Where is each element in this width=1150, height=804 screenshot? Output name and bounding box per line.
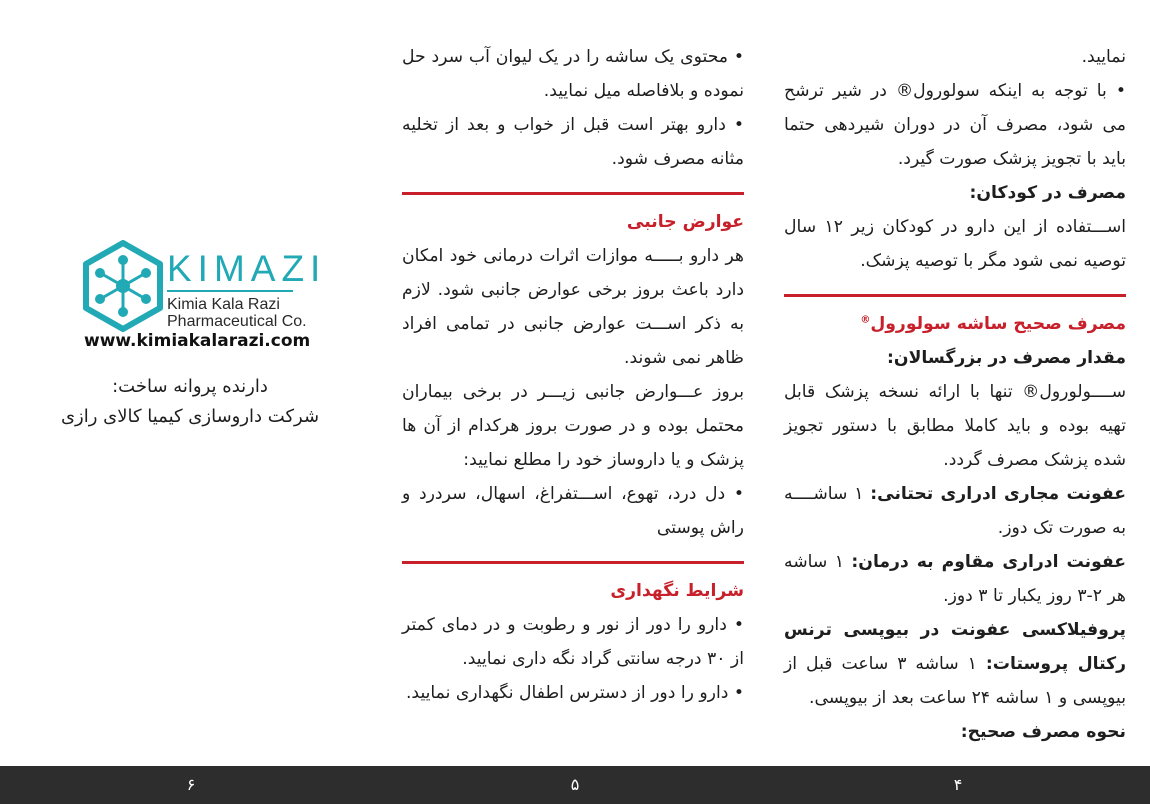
side-effects-text-2: بروز عـــوارض جانبی زیـــر در برخی بیماران محتمل بوده و در صورت بروز هرکدام از آن ها پزشک و یا داروساز خود را مطلع نمایید: bbox=[402, 382, 744, 470]
side-effects-heading: عوارض جانبی bbox=[626, 212, 744, 232]
uti-text: ۱ ساشــــه به صورت تک دوز. bbox=[784, 484, 1126, 538]
license-company: شرکت داروسازی کیمیا کالای رازی bbox=[60, 406, 320, 427]
resistant-text: ۱ ساشه هر ۲-۳ روز یکبار تا ۳ دوز. bbox=[784, 552, 1126, 606]
storage-item-1: • دارو را دور از نور و رطوبت و در دمای کمتر از ۳۰ درجه سانتی گراد نگه داری نمایید. bbox=[402, 615, 744, 669]
continued-text: نمایید. bbox=[1081, 47, 1126, 67]
license-label: دارنده پروانه ساخت: bbox=[112, 376, 268, 397]
bedtime-bullet: • دارو بهتر است قبل از خواب و بعد از تخلیه مثانه مصرف شود. bbox=[402, 115, 744, 169]
section-divider bbox=[402, 561, 744, 564]
uti-title: عفونت مجاری ادراری تحتانی: bbox=[870, 484, 1126, 504]
page-number-4: ۴ bbox=[953, 775, 963, 794]
logo-underline bbox=[167, 290, 293, 292]
method-title: نحوه مصرف صحیح: bbox=[960, 722, 1126, 742]
side-effects-text-1: هر دارو بـــــه موازات اثرات درمانی خود امکان دارد باعث بروز برخی عوارض جانبی شود. لازم به ذکر اســـت عوارض جانبی در تمامی افراد ظاهر نمی شوند. bbox=[402, 246, 744, 368]
storage-heading: شرایط نگهداری bbox=[610, 581, 744, 601]
logo-brand: KIMAZI bbox=[167, 248, 327, 289]
adult-dosage-text: ســــولورول® تنها با ارائه نسخه پزشک قابل تهیه بوده و باید کاملا مطابق با دستور تجویز شده پزشک مصرف گردد. bbox=[784, 382, 1126, 470]
page-number-5: ۵ bbox=[570, 775, 580, 794]
license-holder bbox=[40, 372, 340, 432]
adult-dosage-title: مقدار مصرف در بزرگسالان: bbox=[887, 348, 1126, 368]
resistant-title: عفونت ادراری مقاوم به درمان: bbox=[851, 552, 1127, 572]
logo-company-name: Kimia Kala Razi bbox=[167, 296, 280, 313]
usage-heading bbox=[784, 307, 1126, 341]
logo-company-type: Pharmaceutical Co. bbox=[167, 313, 307, 330]
company-website: www.kimiakalarazi.com bbox=[84, 331, 311, 351]
prophylaxis-title: پروفیلاکسی عفونت در بیوپسی ترنس رکتال پروستات: bbox=[784, 620, 1126, 674]
prophylaxis-dosage bbox=[784, 613, 1126, 715]
children-text: اســـتفاده از این دارو در کودکان زیر ۱۲ سال توصیه نمی شود مگر با توصیه پزشک. bbox=[784, 217, 1127, 271]
company-logo bbox=[82, 240, 327, 332]
page-4-column bbox=[784, 40, 1126, 749]
side-effects-list: • دل درد، تهوع، اســـتفراغ، اسهال، سردرد و راش پوستی bbox=[402, 484, 744, 538]
prophylaxis-text: ۱ ساشه ۳ ساعت قبل از بیوپسی و ۱ ساشه ۲۴ ساعت بعد از بیوپسی. bbox=[784, 654, 1126, 708]
page-footer bbox=[0, 766, 1150, 804]
usage-heading-text: مصرف صحیح ساشه سولورول bbox=[870, 314, 1126, 334]
dissolve-bullet: • محتوی یک ساشه را در یک لیوان آب سرد حل نموده و بلافاصله میل نمایید. bbox=[402, 47, 744, 101]
section-divider bbox=[402, 192, 744, 195]
resistant-dosage bbox=[784, 545, 1126, 613]
page-number-6: ۶ bbox=[186, 775, 196, 794]
kimazi-logo-icon bbox=[82, 240, 164, 332]
section-divider bbox=[784, 294, 1126, 297]
logo-text bbox=[167, 250, 326, 330]
breastfeeding-bullet: • با توجه به اینکه سولورول® در شیر ترشح می شود، مصرف آن در دوران شیردهی حتما باید با تجویز پزشک صورت گیرد. bbox=[784, 81, 1126, 169]
registered-mark: ® bbox=[860, 314, 871, 326]
uti-dosage bbox=[784, 477, 1126, 545]
children-title: مصرف در کودکان: bbox=[969, 183, 1126, 203]
storage-item-2: • دارو را دور از دسترس اطفال نگهداری نمایید. bbox=[405, 683, 744, 703]
page-5-column bbox=[402, 40, 744, 710]
